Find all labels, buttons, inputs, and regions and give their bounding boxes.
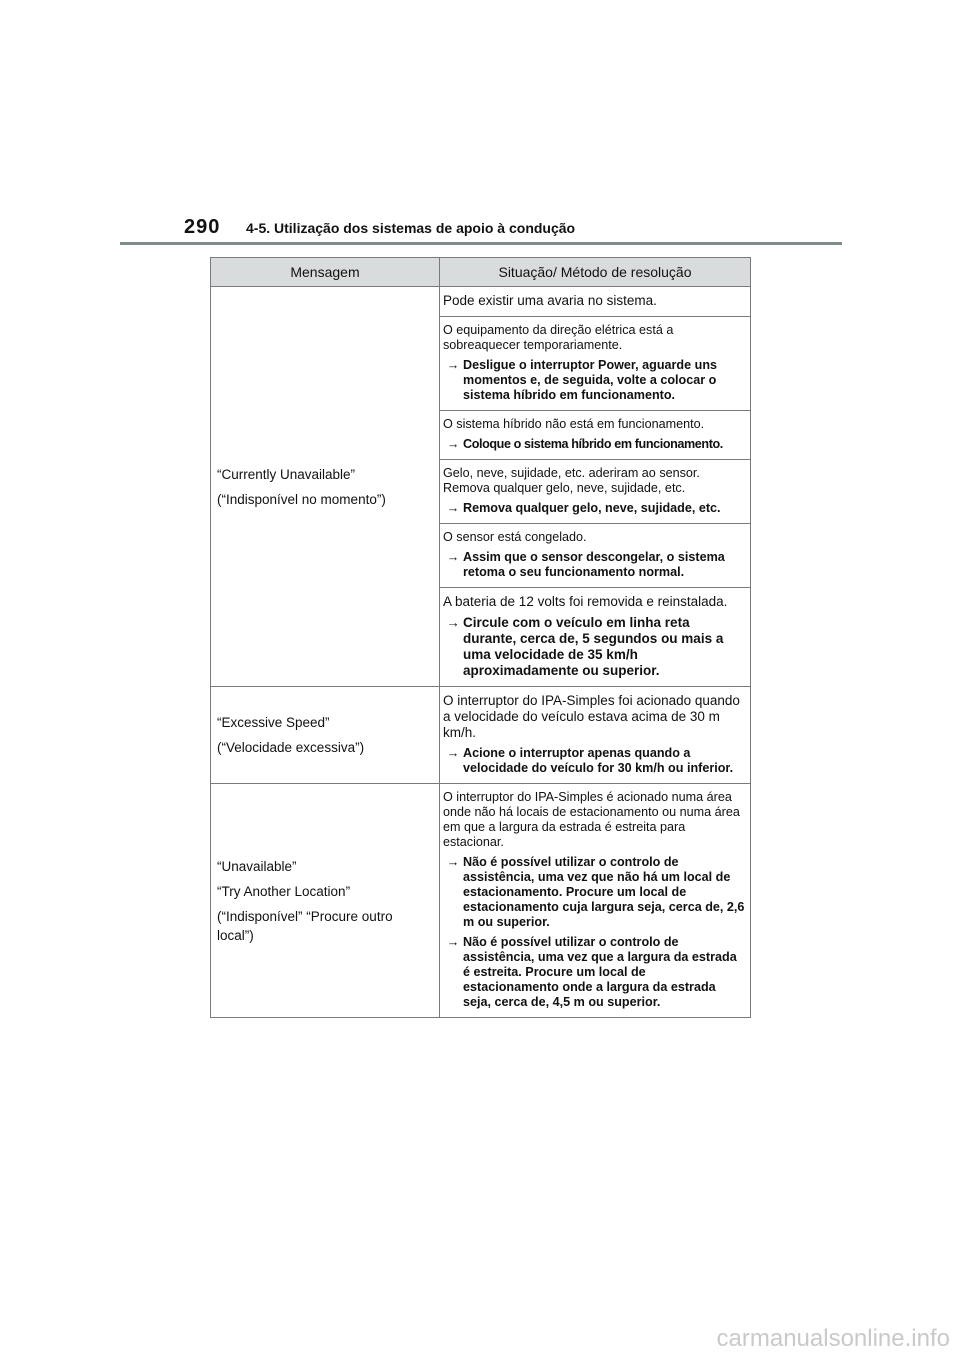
cause-text: O interruptor do IPA-Simples é acionado numa área onde não há locais de estacionamento ou numa área em que a largura da estrada é estreita para estacionar. — [443, 790, 740, 849]
situation-item — [440, 784, 750, 1017]
message-text: (“Indisponível no momento”) — [217, 491, 386, 507]
message-text: “Currently Unavailable” — [217, 466, 356, 482]
situation-item — [440, 287, 750, 317]
arrow-right-icon: → — [446, 501, 460, 515]
messages-table — [210, 257, 751, 1018]
arrow-right-icon: → — [446, 358, 460, 372]
message-text: (“Velocidade excessiva”) — [217, 740, 365, 755]
action-item — [443, 437, 745, 452]
action-item — [443, 935, 745, 1010]
message-cell — [211, 287, 440, 687]
action-item — [443, 855, 745, 930]
situation-item — [440, 460, 750, 524]
message-text: “Try Another Location” — [217, 883, 351, 899]
action-text: Não é possível utilizar o controlo de assistência, uma vez que não há um local de estacionamento. Procure um local de estacionamento cuja largura seja, cerca de, 2,6 m ou superior. — [463, 855, 745, 929]
action-item — [443, 501, 745, 516]
cause-text: Pode existir uma avaria no sistema. — [443, 293, 657, 308]
cause-text: O equipamento da direção elétrica está a sobreaquecer temporariamente. — [443, 323, 674, 352]
column-header-situation: Situação/ Método de resolução — [440, 258, 751, 287]
situation-item — [440, 588, 750, 686]
action-text: Acione o interruptor apenas quando a velocidade do veículo for 30 km/h ou inferior. — [463, 746, 734, 775]
message-text: “Excessive Speed” — [217, 715, 330, 730]
arrow-right-icon: → — [446, 935, 460, 949]
situation-item — [440, 687, 750, 783]
action-item — [443, 615, 745, 679]
cause-text: O sistema híbrido não está em funcionamento. — [443, 417, 705, 431]
action-text: Desligue o interruptor Power, aguarde uns momentos e, de seguida, volte a colocar o sistema híbrido em funcionamento. — [463, 358, 718, 402]
column-header-message: Mensagem — [211, 258, 440, 287]
action-item — [443, 550, 745, 580]
section-title: 4-5. Utilização dos sistemas de apoio à condução — [246, 220, 576, 236]
situation-item — [440, 411, 750, 460]
message-cell — [211, 687, 440, 784]
table-row — [211, 784, 751, 1018]
cause-text: Gelo, neve, sujidade, etc. aderiram ao sensor. Remova qualquer gelo, neve, sujidade, etc. — [443, 466, 700, 495]
watermark: carmanualsonline.info — [716, 1325, 950, 1352]
page-number: 290 — [184, 216, 221, 238]
action-item — [443, 746, 745, 776]
situation-item — [440, 317, 750, 411]
situation-item — [440, 524, 750, 588]
action-text: Circule com o veículo em linha reta durante, cerca de, 5 segundos ou mais a uma velocidade de 35 km/h aproximadamente ou superior. — [463, 615, 724, 678]
action-text: Não é possível utilizar o controlo de assistência, uma vez que a largura da estrada é estreita. Procure um local de estacionamento onde a largura da estrada seja, cerca de, 4,5 m ou superior. — [463, 935, 737, 1009]
arrow-right-icon: → — [446, 437, 460, 451]
situation-cell — [440, 784, 751, 1018]
action-text: Coloque o sistema híbrido em funcionamento. — [463, 437, 723, 451]
arrow-right-icon: → — [446, 550, 460, 564]
table-row — [211, 287, 751, 687]
cause-text: O sensor está congelado. — [443, 530, 587, 544]
message-text: (“Indisponível” “Procure outro local”) — [217, 908, 393, 943]
table-header-row — [211, 258, 751, 287]
arrow-right-icon: → — [446, 746, 460, 760]
arrow-right-icon: → — [446, 615, 460, 630]
arrow-right-icon: → — [446, 855, 460, 869]
situation-cell — [440, 287, 751, 687]
action-text: Remova qualquer gelo, neve, sujidade, etc. — [463, 501, 721, 515]
message-text: “Unavailable” — [217, 858, 297, 874]
cause-text: A bateria de 12 volts foi removida e reinstalada. — [443, 594, 728, 609]
action-text: Assim que o sensor descongelar, o sistema retoma o seu funcionamento normal. — [463, 550, 725, 579]
message-cell — [211, 784, 440, 1018]
cause-text: O interruptor do IPA-Simples foi acionado quando a velocidade do veículo estava acima de 30 m km/h. — [443, 693, 740, 740]
header-divider — [120, 242, 842, 245]
table-row — [211, 687, 751, 784]
situation-cell — [440, 687, 751, 784]
action-item — [443, 358, 745, 403]
